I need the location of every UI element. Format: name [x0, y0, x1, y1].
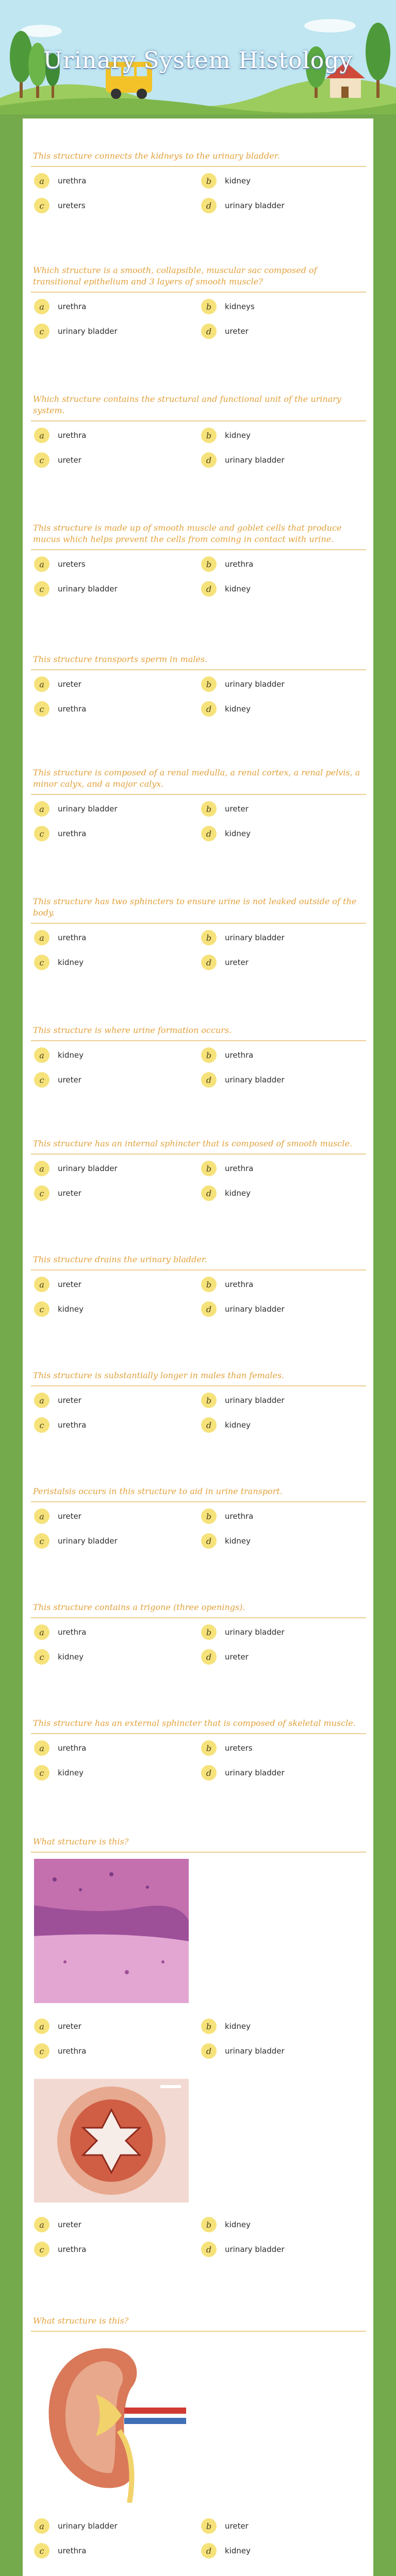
option-letter-d: d — [201, 1072, 217, 1088]
option-label: kidney — [225, 1420, 251, 1430]
question-block — [31, 1023, 366, 1100]
option-letter-b: b — [201, 1624, 217, 1640]
option-label: urinary bladder — [58, 584, 118, 594]
option-letter-d: d — [201, 198, 217, 213]
option-letter-d: d — [201, 2543, 217, 2558]
option-letter-d: d — [201, 826, 217, 841]
option-b[interactable] — [201, 2518, 356, 2534]
option-c[interactable] — [34, 1765, 189, 1781]
option-c[interactable] — [34, 1649, 189, 1665]
option-label: kidney — [225, 829, 251, 838]
option-label: urethra — [58, 704, 87, 714]
option-a[interactable] — [34, 1161, 189, 1176]
question-divider — [31, 1852, 366, 1853]
option-letter-c: c — [34, 1301, 50, 1317]
option-letter-a: a — [34, 428, 50, 443]
option-letter-d: d — [201, 701, 217, 717]
question-text: This structure connects the kidneys to the urinary bladder. — [33, 151, 280, 161]
option-letter-c: c — [34, 701, 50, 717]
question-divider — [31, 1733, 366, 1734]
question-text: This structure has an external sphincter that is composed of skeletal muscle. — [33, 1718, 356, 1728]
question-divider — [31, 292, 366, 293]
option-letter-c: c — [34, 198, 50, 213]
option-letter-c: c — [34, 1417, 50, 1433]
option-d[interactable] — [201, 1765, 356, 1781]
option-letter-d: d — [201, 1533, 217, 1549]
option-label: ureters — [58, 560, 86, 569]
option-label: urethra — [225, 1280, 254, 1289]
option-letter-a: a — [34, 2217, 50, 2232]
question-divider — [31, 1385, 366, 1386]
option-letter-d: d — [201, 1185, 217, 1201]
option-label: urethra — [58, 2546, 87, 2555]
question-divider — [31, 923, 366, 924]
option-d[interactable] — [201, 452, 356, 468]
option-label: ureters — [225, 1743, 253, 1753]
question-text: What structure is this? — [33, 2316, 129, 2326]
option-a[interactable] — [34, 299, 189, 314]
option-label: urethra — [225, 1164, 254, 1173]
question-text: This structure contains a trigone (three openings). — [33, 1602, 245, 1612]
option-letter-d: d — [201, 1301, 217, 1317]
option-label: urinary bladder — [225, 1396, 285, 1405]
question-block — [31, 148, 366, 226]
question-block — [31, 894, 366, 982]
option-label: kidney — [225, 2220, 251, 2229]
option-label: kidney — [58, 1768, 84, 1777]
option-a[interactable] — [34, 1393, 189, 1408]
option-letter-c: c — [34, 955, 50, 970]
option-letter-b: b — [201, 2019, 217, 2034]
option-a[interactable] — [34, 173, 189, 189]
question-divider — [31, 1154, 366, 1155]
option-c[interactable] — [34, 2543, 189, 2558]
option-label: urethra — [58, 431, 87, 440]
question-text: This structure is substantially longer in males than females. — [33, 1370, 285, 1380]
option-c[interactable] — [34, 955, 189, 970]
option-a[interactable] — [34, 2019, 189, 2034]
option-b[interactable] — [201, 930, 356, 945]
option-label: ureter — [225, 804, 249, 814]
question-divider — [31, 166, 366, 167]
option-letter-a: a — [34, 1624, 50, 1640]
option-c[interactable] — [34, 1417, 189, 1433]
option-label: kidney — [225, 1536, 251, 1546]
option-letter-c: c — [34, 1765, 50, 1781]
option-d[interactable] — [201, 2543, 356, 2558]
option-d[interactable] — [201, 701, 356, 717]
option-d[interactable] — [201, 826, 356, 841]
option-letter-b: b — [201, 1509, 217, 1524]
option-letter-c: c — [34, 2543, 50, 2558]
option-label: urethra — [225, 1512, 254, 1521]
option-c[interactable] — [34, 2043, 189, 2059]
question-text: Peristalsis occurs in this structure to aid in urine transport. — [33, 1486, 283, 1496]
question-block — [31, 1834, 366, 2071]
option-letter-d: d — [201, 2242, 217, 2257]
question-text: This structure drains the urinary bladder. — [33, 1255, 207, 1264]
option-label: urethra — [58, 2046, 87, 2056]
option-letter-a: a — [34, 676, 50, 692]
option-label: ureter — [225, 1652, 249, 1662]
question-block — [31, 765, 366, 854]
option-label: urinary bladder — [58, 1536, 118, 1546]
question-divider — [31, 1269, 366, 1270]
option-d[interactable] — [201, 1072, 356, 1088]
option-letter-b: b — [201, 930, 217, 945]
option-label: ureter — [58, 1189, 81, 1198]
option-label: urinary bladder — [225, 1628, 285, 1637]
option-b[interactable] — [201, 1740, 356, 1756]
option-letter-a: a — [34, 1277, 50, 1292]
question-divider — [31, 2331, 366, 2332]
option-label: urinary bladder — [225, 1768, 285, 1777]
option-a[interactable] — [34, 428, 189, 443]
option-label: ureter — [225, 2521, 249, 2531]
option-b[interactable] — [201, 1509, 356, 1524]
option-label: ureter — [58, 1075, 81, 1084]
quiz-card — [23, 118, 373, 2576]
question-text: This structure has two sphincters to ensure urine is not leaked outside of the body. — [33, 896, 357, 918]
option-letter-b: b — [201, 2518, 217, 2534]
question-divider — [31, 669, 366, 670]
option-d[interactable] — [201, 198, 356, 213]
option-label: ureter — [58, 2220, 81, 2229]
option-a[interactable] — [34, 1277, 189, 1292]
option-b[interactable] — [201, 1047, 356, 1063]
page-title: Urinary System Histology — [43, 47, 353, 74]
question-text: Which structure is a smooth, collapsible, muscular sac composed of transitional epithelium and 3 layers of smooth muscle? — [33, 265, 317, 286]
question-block — [31, 1252, 366, 1329]
question-block — [31, 2079, 366, 2269]
question-divider — [31, 549, 366, 550]
option-d[interactable] — [201, 1417, 356, 1433]
option-label: urethra — [58, 1628, 87, 1637]
option-label: kidney — [58, 958, 84, 967]
option-letter-d: d — [201, 1649, 217, 1665]
question-text: What structure is this? — [33, 1837, 129, 1846]
option-letter-b: b — [201, 1277, 217, 1292]
option-letter-d: d — [201, 1417, 217, 1433]
option-label: urinary bladder — [58, 327, 118, 336]
option-letter-d: d — [201, 955, 217, 970]
option-letter-b: b — [201, 801, 217, 817]
option-b[interactable] — [201, 1624, 356, 1640]
option-label: kidneys — [225, 302, 255, 311]
option-a[interactable] — [34, 1740, 189, 1756]
question-block — [31, 1716, 366, 1793]
option-a[interactable] — [34, 801, 189, 817]
option-letter-a: a — [34, 2019, 50, 2034]
option-label: urinary bladder — [225, 1075, 285, 1084]
option-letter-b: b — [201, 1161, 217, 1176]
option-letter-c: c — [34, 581, 50, 597]
option-letter-a: a — [34, 299, 50, 314]
question-block — [31, 1136, 366, 1213]
option-letter-d: d — [201, 324, 217, 339]
question-block — [31, 263, 366, 351]
option-b[interactable] — [201, 299, 356, 314]
question-text: This structure is where urine formation occurs. — [33, 1025, 232, 1035]
option-letter-b: b — [201, 2217, 217, 2232]
option-label: urinary bladder — [225, 680, 285, 689]
option-label: ureter — [58, 2022, 81, 2031]
option-label: ureter — [58, 455, 81, 465]
option-letter-b: b — [201, 428, 217, 443]
option-label: kidney — [225, 1189, 251, 1198]
option-letter-d: d — [201, 581, 217, 597]
question-divider — [31, 794, 366, 795]
question-divider — [31, 1501, 366, 1502]
option-letter-a: a — [34, 2518, 50, 2534]
option-letter-b: b — [201, 676, 217, 692]
option-letter-b: b — [201, 556, 217, 572]
option-label: urinary bladder — [225, 2046, 285, 2056]
option-label: kidney — [58, 1304, 84, 1314]
question-text: Which structure contains the structural and functional unit of the urinary system. — [33, 394, 341, 415]
option-a[interactable] — [34, 2217, 189, 2232]
option-label: kidney — [225, 584, 251, 594]
option-c[interactable] — [34, 1533, 189, 1549]
option-label: urethra — [58, 2245, 87, 2254]
option-letter-c: c — [34, 324, 50, 339]
option-label: kidney — [225, 176, 251, 185]
option-label: kidney — [225, 704, 251, 714]
option-letter-a: a — [34, 801, 50, 817]
question-divider — [31, 1617, 366, 1618]
option-letter-d: d — [201, 452, 217, 468]
option-letter-a: a — [34, 556, 50, 572]
option-letter-c: c — [34, 1533, 50, 1549]
option-label: urinary bladder — [58, 2521, 118, 2531]
option-label: urinary bladder — [225, 455, 285, 465]
option-label: urethra — [58, 1420, 87, 1430]
question-divider — [31, 420, 366, 421]
option-label: kidney — [225, 2546, 251, 2555]
option-d[interactable] — [201, 581, 356, 597]
option-d[interactable] — [201, 1533, 356, 1549]
option-label: ureter — [58, 1280, 81, 1289]
option-label: urinary bladder — [58, 804, 118, 814]
option-d[interactable] — [201, 324, 356, 339]
option-letter-c: c — [34, 1649, 50, 1665]
question-divider — [31, 1040, 366, 1041]
option-c[interactable] — [34, 1301, 189, 1317]
option-d[interactable] — [201, 2242, 356, 2257]
option-c[interactable] — [34, 581, 189, 597]
option-letter-a: a — [34, 930, 50, 945]
bladder-histology-image — [34, 1859, 189, 2003]
option-letter-c: c — [34, 826, 50, 841]
option-c[interactable] — [34, 701, 189, 717]
option-letter-a: a — [34, 1393, 50, 1408]
option-letter-b: b — [201, 1047, 217, 1063]
option-letter-b: b — [201, 299, 217, 314]
question-block — [31, 1600, 366, 1677]
option-label: urethra — [58, 302, 87, 311]
option-label: ureter — [58, 680, 81, 689]
option-label: urinary bladder — [225, 2245, 285, 2254]
option-d[interactable] — [201, 955, 356, 970]
option-b[interactable] — [201, 1393, 356, 1408]
question-block — [31, 652, 366, 729]
option-c[interactable] — [34, 2242, 189, 2257]
option-label: kidney — [225, 2022, 251, 2031]
option-label: urinary bladder — [225, 201, 285, 210]
option-label: ureter — [225, 327, 249, 336]
question-block — [31, 392, 366, 480]
option-label: kidney — [58, 1652, 84, 1662]
option-letter-b: b — [201, 1740, 217, 1756]
option-b[interactable] — [201, 801, 356, 817]
option-label: urethra — [58, 1743, 87, 1753]
option-a[interactable] — [34, 1509, 189, 1524]
option-c[interactable] — [34, 198, 189, 213]
option-letter-c: c — [34, 1072, 50, 1088]
option-label: urethra — [58, 933, 87, 942]
option-a[interactable] — [34, 930, 189, 945]
option-letter-c: c — [34, 2242, 50, 2257]
question-block — [31, 520, 366, 609]
option-c[interactable] — [34, 1072, 189, 1088]
option-b[interactable] — [201, 1161, 356, 1176]
question-block — [31, 1484, 366, 1561]
option-label: urinary bladder — [225, 1304, 285, 1314]
header-banner — [0, 0, 396, 118]
option-a[interactable] — [34, 676, 189, 692]
option-b[interactable] — [201, 1277, 356, 1292]
option-label: urinary bladder — [58, 1164, 118, 1173]
option-label: urinary bladder — [225, 933, 285, 942]
option-letter-a: a — [34, 1509, 50, 1524]
option-c[interactable] — [34, 826, 189, 841]
option-letter-a: a — [34, 1047, 50, 1063]
option-letter-b: b — [201, 1393, 217, 1408]
option-letter-b: b — [201, 173, 217, 189]
option-a[interactable] — [34, 2518, 189, 2534]
option-a[interactable] — [34, 1047, 189, 1063]
option-label: urethra — [58, 829, 87, 838]
option-label: ureter — [58, 1512, 81, 1521]
option-b[interactable] — [201, 676, 356, 692]
option-d[interactable] — [201, 2043, 356, 2059]
option-letter-c: c — [34, 2043, 50, 2059]
option-letter-d: d — [201, 1765, 217, 1781]
option-label: urethra — [225, 1050, 254, 1060]
question-block — [31, 1368, 366, 1445]
option-label: urethra — [58, 176, 87, 185]
option-c[interactable] — [34, 1185, 189, 1201]
option-label: urethra — [225, 560, 254, 569]
option-label: ureter — [225, 958, 249, 967]
option-letter-a: a — [34, 1161, 50, 1176]
question-text: This structure is made up of smooth muscle and goblet cells that produce mucus which helps prevent the cells from coming in contact with urine. — [33, 523, 342, 544]
option-d[interactable] — [201, 1649, 356, 1665]
option-d[interactable] — [201, 1301, 356, 1317]
option-label: ureters — [58, 201, 86, 210]
option-a[interactable] — [34, 1624, 189, 1640]
option-a[interactable] — [34, 556, 189, 572]
option-label: ureter — [58, 1396, 81, 1405]
option-b[interactable] — [201, 2217, 356, 2232]
option-letter-c: c — [34, 1185, 50, 1201]
option-label: kidney — [58, 1050, 84, 1060]
option-d[interactable] — [201, 1185, 356, 1201]
question-text: This structure transports sperm in males. — [33, 654, 208, 664]
option-b[interactable] — [201, 173, 356, 189]
kidney-illustration — [34, 2338, 189, 2503]
question-block — [31, 2313, 366, 2571]
option-c[interactable] — [34, 324, 189, 339]
option-letter-c: c — [34, 452, 50, 468]
option-b[interactable] — [201, 556, 356, 572]
option-b[interactable] — [201, 2019, 356, 2034]
option-label: kidney — [225, 431, 251, 440]
option-b[interactable] — [201, 428, 356, 443]
option-letter-d: d — [201, 2043, 217, 2059]
question-text: This structure has an internal sphincter that is composed of smooth muscle. — [33, 1139, 353, 1148]
question-text: This structure is composed of a renal medulla, a renal cortex, a renal pelvis, a minor calyx, and a major calyx. — [33, 768, 360, 789]
option-c[interactable] — [34, 452, 189, 468]
ureter-histology-image — [34, 2079, 189, 2202]
option-letter-a: a — [34, 1740, 50, 1756]
option-letter-a: a — [34, 173, 50, 189]
